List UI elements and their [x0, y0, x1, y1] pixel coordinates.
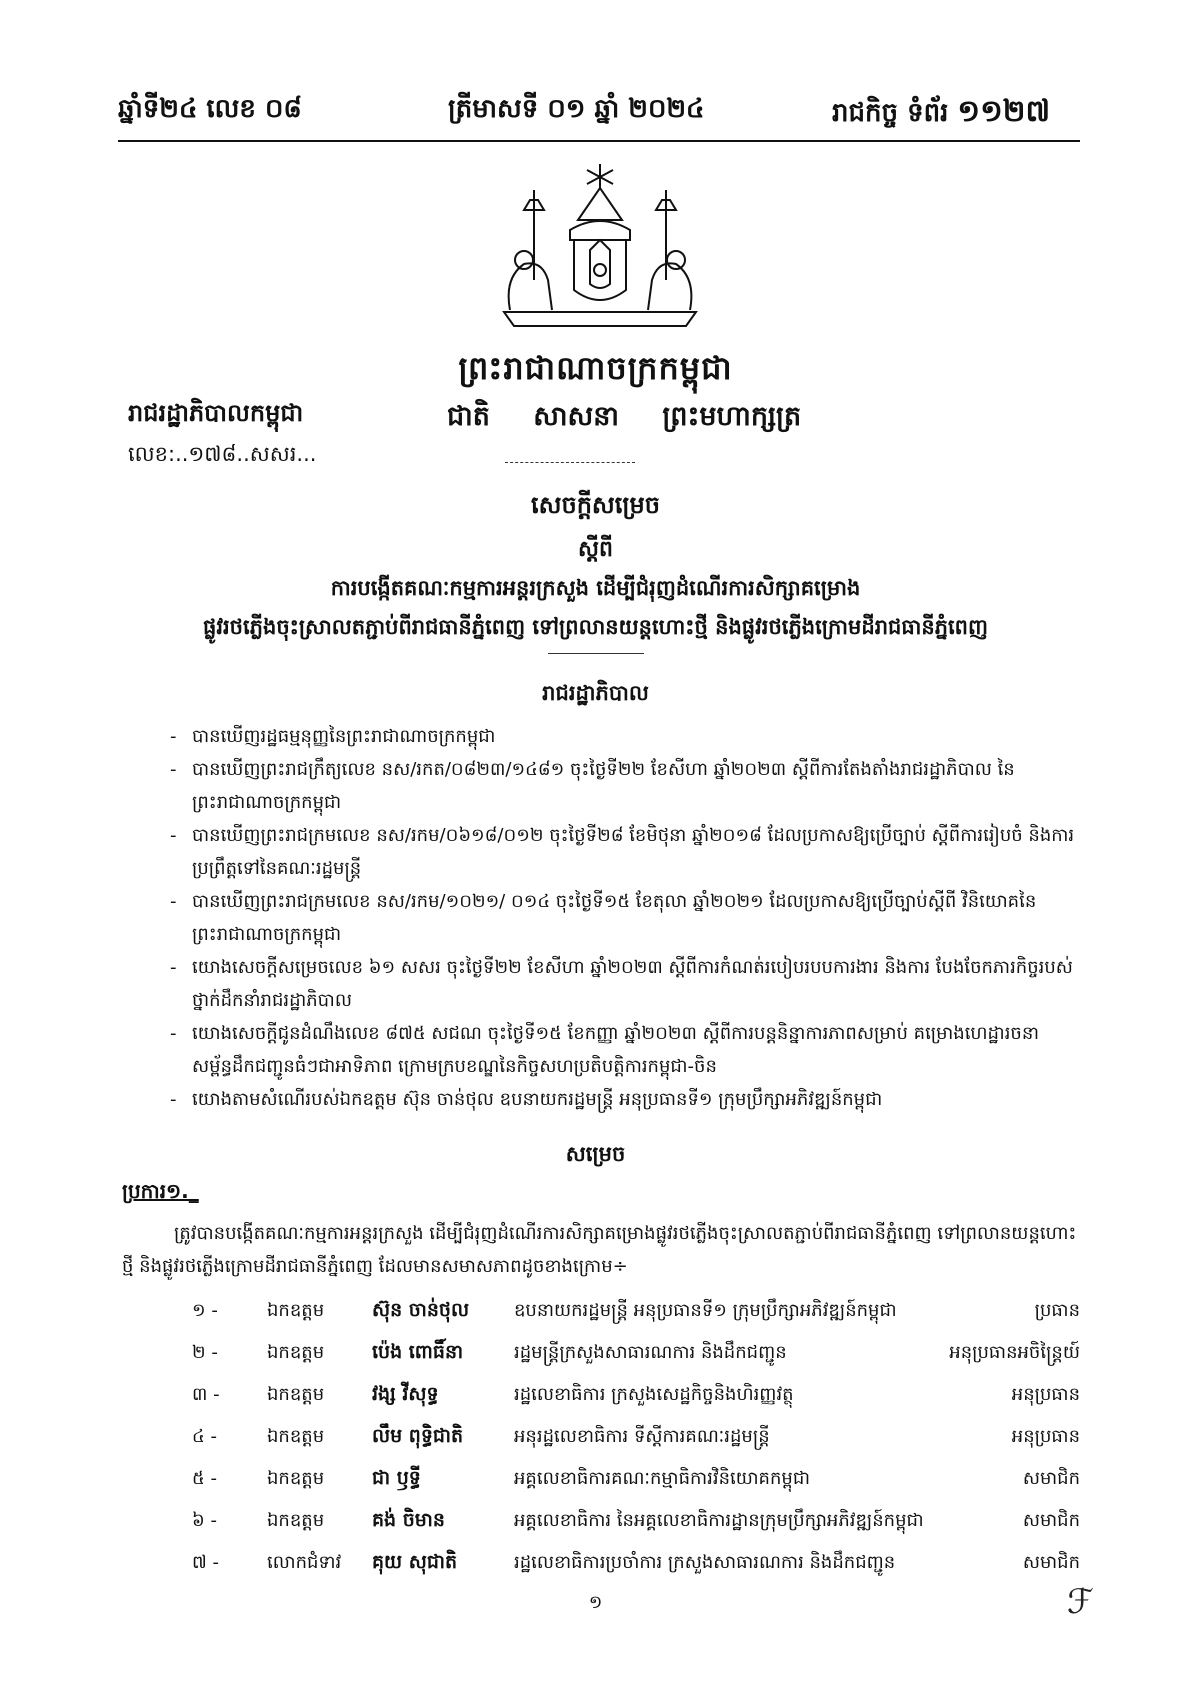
article-1-text: ត្រូវបានបង្កើតគណៈកម្មការអន្តរក្រសួង ដើម្បីជំរុញដំណើរការសិក្សាគម្រោងផ្លូវរថភ្លើងចុះស្រាលតភ្ជាប់ពីរាជធានីភ្នំពេញ ទៅព្រលានយន្តហោះថ្មី និងផ្លូវរថភ្លើងក្រោមដីរាជធានីភ្នំពេញ ដែលមានសមាសភាពដូចខាងក្រោម÷ — [122, 1223, 1077, 1277]
member-role: អនុប្រធាន — [1011, 1426, 1080, 1447]
member-position: រដ្ឋលេខាធិការ ក្រសួងសេដ្ឋកិច្ចនិងហិរញ្ញវត្ថុ — [514, 1384, 794, 1405]
member-row — [122, 1290, 1080, 1330]
national-motto — [447, 400, 835, 439]
gazette-page-label: រាជកិច្ច ទំព័រ — [832, 98, 949, 128]
member-row — [122, 1416, 1080, 1456]
member-name: គុយ សុជាតិ — [372, 1551, 458, 1573]
member-name: លឹម ពុទ្ធិជាតិ — [372, 1425, 464, 1447]
member-position: ឧបនាយករដ្ឋមន្ត្រី អនុប្រធានទី១ ក្រុមប្រឹក្សាអភិវឌ្ឍន៍កម្ពុជា — [514, 1300, 897, 1321]
consideration-item: - យោងសេចក្តីសម្រេចលេខ ៦១ សសរ ចុះថ្ងៃទី២២ ខែសីហា ឆ្នាំ២០២៣ ស្តីពីការកំណត់របៀបរបបការងារ និងការ បែងចែកភារកិច្ចរបស់ថ្នាក់ដឹកនាំរាជរដ្ឋាភិបាល — [170, 951, 1080, 1017]
consideration-item: - បានឃើញព្រះរាជក្រមលេខ នស/រកម/១០២១/ ០១៤ ចុះថ្ងៃទី១៥ ខែតុលា ឆ្នាំ២០២១ ដែលប្រកាសឱ្យប្រើច្បាប់ស្តីពី វិនិយោគនៃព្រះរាជាណាចក្រកម្ពុជា — [170, 885, 1080, 951]
member-role: សមាជិក — [1022, 1468, 1080, 1489]
member-role: សមាជិក — [1022, 1510, 1080, 1531]
member-title: ឯកឧត្តម — [267, 1384, 325, 1405]
member-role: អនុប្រធាន — [1011, 1384, 1080, 1405]
member-name: ជា ឫទ្ធី — [372, 1467, 421, 1489]
member-row — [122, 1374, 1080, 1414]
consideration-item: - យោងសេចក្តីជូនដំណឹងលេខ ៨៧៥ សជណ ចុះថ្ងៃទី១៥ ខែកញ្ញា ឆ្នាំ២០២៣ ស្តីពីការបន្តនិន្នាការភាពសម្រាប់ គម្រោងហេដ្ឋារចនាសម្ព័ន្ធដឹកជញ្ជូនធំៗជាអាទិភាព ក្រោមក្របខណ្ឌនៃកិច្ចសហប្រតិបត្តិការកម្ពុជា-ចិន — [170, 1017, 1080, 1083]
member-title: លោកជំទាវ — [267, 1552, 342, 1573]
document-reference-number: លេខ:..១៧៨..សសរ... — [128, 442, 317, 466]
title-on: ស្តីពី — [578, 537, 613, 562]
consideration-item: - យោងតាមសំណើរបស់ឯកឧត្តម ស៊ុន ចាន់ថុល ឧបនាយករដ្ឋមន្ត្រី អនុប្រធានទី១ ក្រុមប្រឹក្សាអភិវឌ្ឍន៍កម្ពុជា — [170, 1083, 1080, 1116]
motto-nation: ជាតិ — [447, 401, 490, 432]
member-position: អគ្គលេខាធិការគណៈកម្មាធិការវិនិយោគកម្ពុជា — [514, 1468, 810, 1489]
member-number: ៧ - — [192, 1552, 219, 1573]
member-row — [122, 1500, 1080, 1540]
member-number: ៦ - — [192, 1510, 217, 1531]
gazette-year-issue: ឆ្នាំទី២៤ លេខ ០៨ — [118, 94, 302, 124]
title-divider — [548, 653, 644, 654]
member-number: ៤ - — [192, 1426, 217, 1447]
member-row — [122, 1542, 1080, 1582]
member-role: ប្រធាន — [1034, 1300, 1080, 1321]
article-1-label: ប្រការ១._ — [122, 1179, 199, 1203]
member-number: ៣ - — [192, 1384, 220, 1405]
consideration-item: - បានឃើញព្រះរាជក្រឹត្យលេខ នស/រកត/០៨២៣/១៤៨១ ចុះថ្ងៃទី២២ ខែសីហា ឆ្នាំ២០២៣ ស្តីពីការតែងតាំងរាជរដ្ឋាភិបាល នៃព្រះរាជាណាចក្រកម្ពុជា — [170, 753, 1080, 819]
gazette-page-number: ១១២៧ — [957, 94, 1051, 129]
motto-divider — [505, 462, 635, 463]
member-number: ២ - — [192, 1342, 218, 1363]
royal-coat-of-arms-icon — [490, 160, 710, 330]
member-row — [122, 1458, 1080, 1498]
member-title: ឯកឧត្តម — [267, 1342, 325, 1363]
document-type: សេចក្តីសម្រេច — [530, 491, 661, 519]
kingdom-name: ព្រះរាជាណាចក្រកម្ពុជា — [458, 349, 733, 387]
consideration-item: - បានឃើញរដ្ឋធម្មនុញ្ញនៃព្រះរាជាណាចក្រកម្ពុជា — [170, 720, 1080, 753]
member-position: រដ្ឋលេខាធិការប្រចាំការ ក្រសួងសាធារណការ និងដឹកជញ្ជូន — [514, 1552, 896, 1573]
member-position: អគ្គលេខាធិការ នៃអគ្គលេខាធិការដ្ឋានក្រុមប្រឹក្សាអភិវឌ្ឍន៍កម្ពុជា — [514, 1510, 924, 1531]
handwritten-initial: ℱ — [1067, 1582, 1094, 1622]
authority-heading: រាជរដ្ឋាភិបាល — [542, 681, 649, 705]
member-number: ១ - — [192, 1300, 218, 1321]
member-title: ឯកឧត្តម — [267, 1510, 325, 1531]
member-name: ប៉េង ពោធិ៍នា — [372, 1341, 464, 1363]
decision-heading: សម្រេច — [565, 1142, 626, 1166]
gazette-page-ref — [832, 92, 1050, 136]
considerations-list — [170, 720, 1080, 1116]
member-name: ស៊ុន ចាន់ថុល — [372, 1299, 470, 1321]
member-name: វង្ស វីសុទ្ធ — [372, 1383, 439, 1405]
member-title: ឯកឧត្តម — [267, 1468, 325, 1489]
issuing-government: រាជរដ្ឋាភិបាលកម្ពុជា — [128, 399, 304, 427]
member-row — [122, 1332, 1080, 1372]
motto-religion: សាសនា — [533, 401, 619, 432]
page-number: ១ — [588, 1592, 603, 1613]
member-position: អនុរដ្ឋលេខាធិការ ទីស្តីការគណៈរដ្ឋមន្ត្រី — [514, 1426, 770, 1447]
member-title: ឯកឧត្តម — [267, 1426, 325, 1447]
member-title: ឯកឧត្តម — [267, 1300, 325, 1321]
member-position: រដ្ឋមន្ត្រីក្រសួងសាធារណការ និងដឹកជញ្ជូន — [514, 1342, 787, 1363]
member-role: អនុប្រធានអចិន្ត្រៃយ៍ — [949, 1342, 1080, 1363]
title-line-2: ផ្លូវរថភ្លើងចុះស្រាលតភ្ជាប់ពីរាជធានីភ្នំពេញ ទៅព្រលានយន្តហោះថ្មី និងផ្លូវរថភ្លើងក្រោមដីរាជធានីភ្នំពេញ — [203, 615, 988, 639]
gazette-quarter: ត្រីមាសទី ០១ ឆ្នាំ ២០២៤ — [448, 94, 705, 124]
title-line-1: ការបង្កើតគណៈកម្មការអន្តរក្រសួង ដើម្បីជំរុញដំណើរការសិក្សាគម្រោង — [330, 576, 861, 600]
member-number: ៥ - — [192, 1468, 217, 1489]
motto-king: ព្រះមហាក្សត្រ — [662, 401, 802, 432]
member-name: គង់ ចិមាន — [372, 1509, 445, 1531]
member-role: សមាជិក — [1022, 1552, 1080, 1573]
header-divider — [118, 140, 1080, 142]
consideration-item: - បានឃើញព្រះរាជក្រមលេខ នស/រកម/០៦១៨/០១២ ចុះថ្ងៃទី២៨ ខែមិថុនា ឆ្នាំ២០១៨ ដែលប្រកាសឱ្យប្រើច្បាប់ ស្តីពីការរៀបចំ និងការប្រព្រឹត្តទៅនៃគណៈរដ្ឋមន្ត្រី — [170, 819, 1080, 885]
